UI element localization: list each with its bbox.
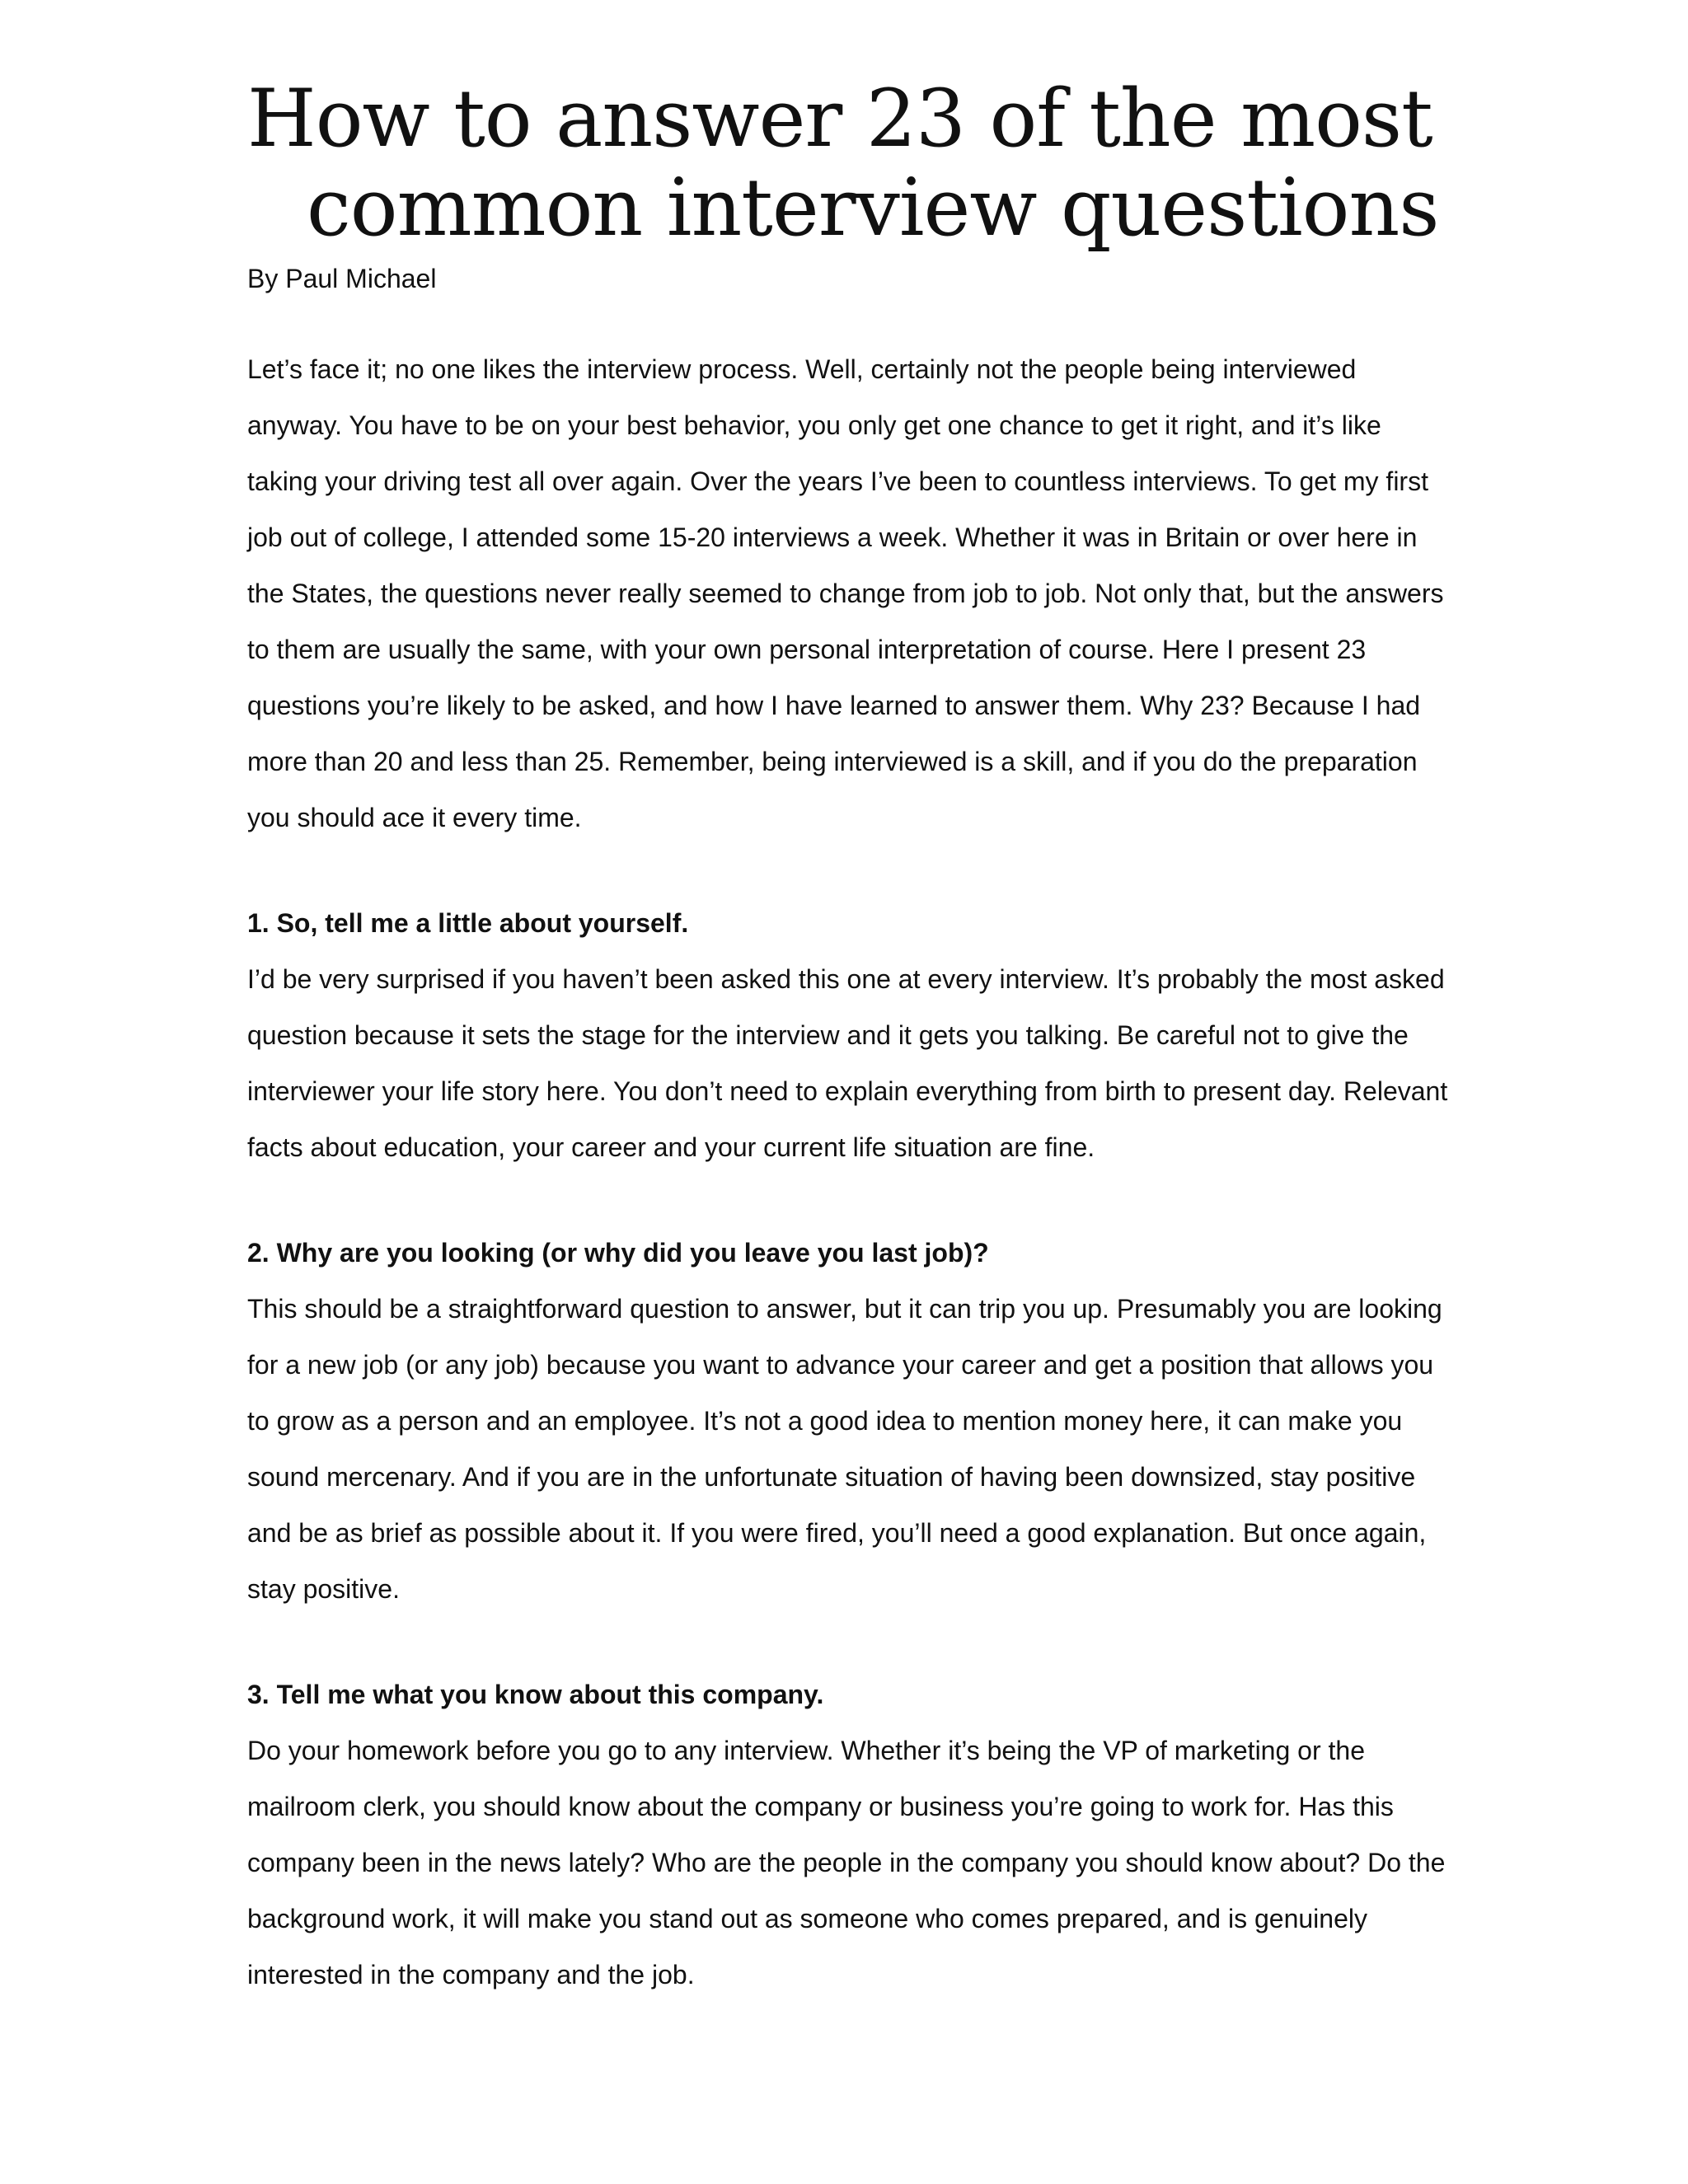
question-section-3 [247, 1666, 1451, 2003]
question-heading: 1. So, tell me a little about yourself. [247, 908, 689, 938]
title-line-1: How to answer 23 of the most [247, 73, 1432, 165]
question-heading: 2. Why are you looking (or why did you leave you last job)? [247, 1238, 989, 1268]
article-title [247, 74, 1451, 252]
question-section-2 [247, 1225, 1451, 1617]
question-answer: Do your homework before you go to any interview. Whether it’s being the VP of marketing or the mailroom clerk, you should know about the company or business you’re going to work for. Has this company been in the news lately? Who are the people in the company you should know about? Do the background work, it will make you stand out as someone who comes prepared, and is genuinely interested in the company and the job. [247, 1736, 1446, 1990]
question-heading: 3. Tell me what you know about this company. [247, 1680, 824, 1709]
intro-paragraph: Let’s face it; no one likes the interview process. Well, certainly not the people being interviewed anyway. You have to be on your best behavior, you only get one chance to get it right, and it’s like taking your driving test all over again. Over the years I’ve been to countless interviews. To get my first job out of college, I attended some 15-20 interviews a week. Whether it was in Britain or over here in the States, the questions never really seemed to change from job to job. Not only that, but the answers to them are usually the same, with your own personal interpretation of course. Here I present 23 questions you’re likely to be asked, and how I have learned to answer them. Why 23? Because I had more than 20 and less than 25. Remember, being interviewed is a skill, and if you do the preparation you should ace it every time. [247, 354, 1444, 832]
question-answer: I’d be very surprised if you haven’t been asked this one at every interview. It’s probably the most asked question because it sets the stage for the interview and it gets you talking. Be careful not to give the interviewer your life story here. You don’t need to explain everything from birth to present day. Relevant facts about education, your career and your current life situation are fine. [247, 964, 1448, 1162]
byline: By Paul Michael [247, 264, 437, 293]
question-answer: This should be a straightforward question to answer, but it can trip you up. Presumably you are looking for a new job (or any job) because you want to advance your career and get a position that allows you to grow as a person and an employee. It’s not a good idea to mention money here, it can make you sound mercenary. And if you are in the unfortunate situation of having been downsized, stay positive and be as brief as possible about it. If you were fired, you’ll need a good explanation. But once again, stay positive. [247, 1294, 1442, 1604]
article [247, 74, 1451, 2003]
question-section-1 [247, 895, 1451, 1175]
title-line-2: common interview questions [307, 162, 1439, 254]
